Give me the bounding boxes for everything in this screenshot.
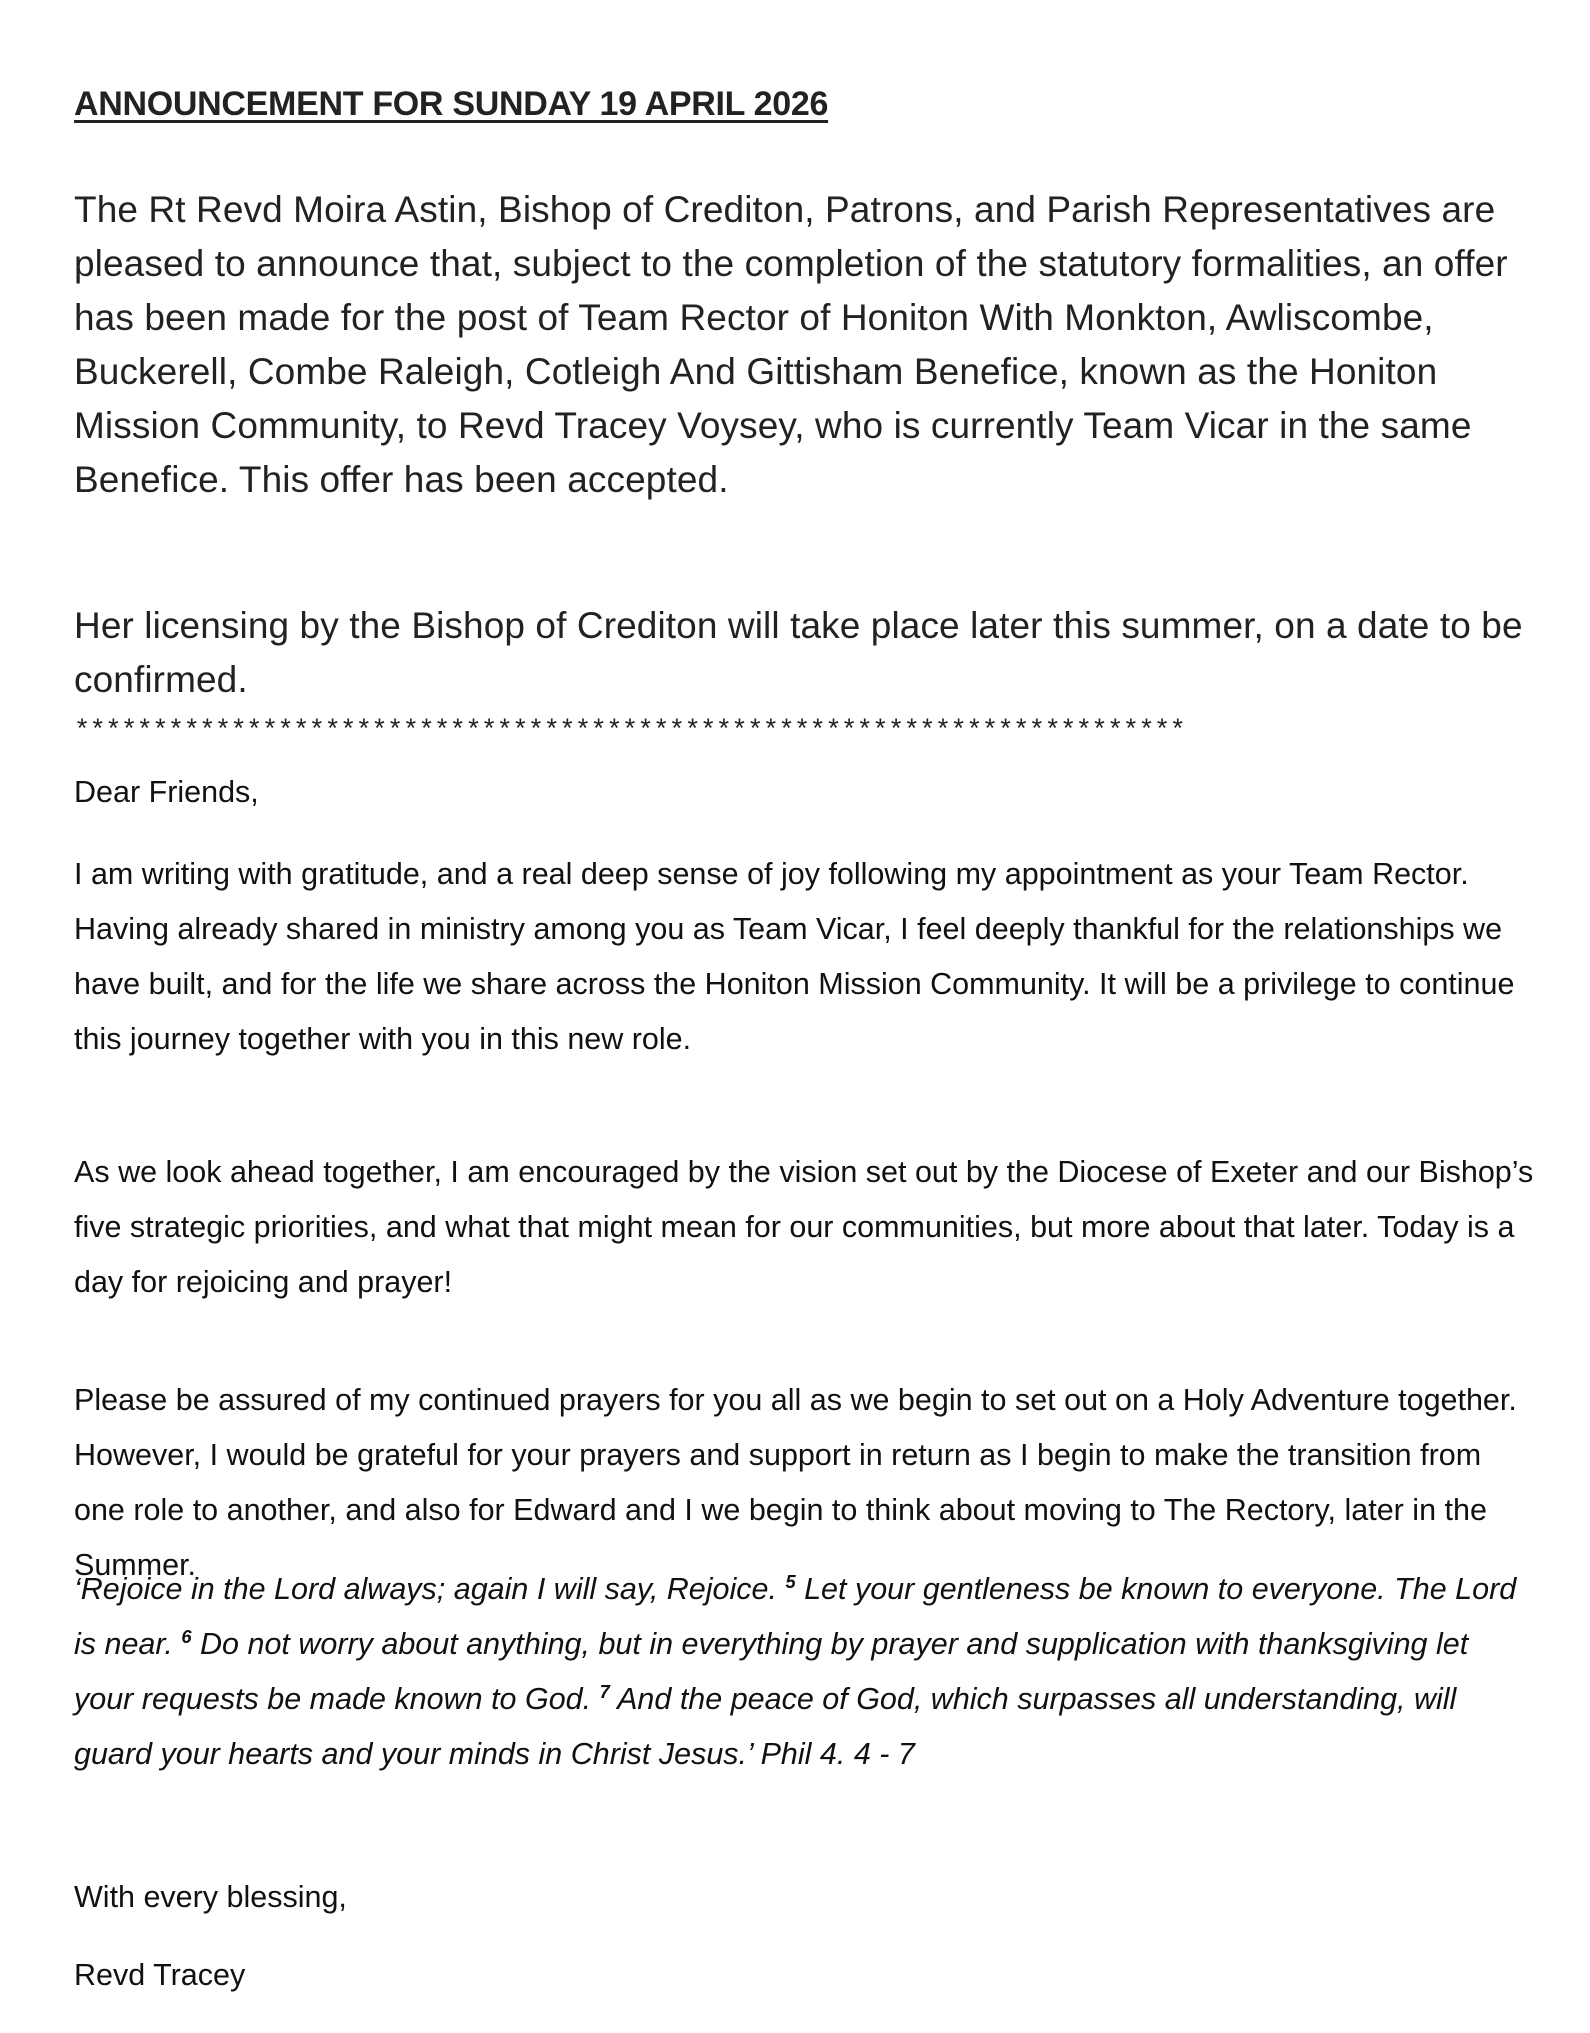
quote-text: Let your gentleness be known to everyone. The Lord is near. <box>74 1572 1517 1661</box>
letter-signature: Revd Tracey <box>74 1958 246 1992</box>
announcement-paragraph: The Rt Revd Moira Astin, Bishop of Crediton, Patrons, and Parish Representatives are pleased to announce that, subject to the completion of the statutory formalities, an offer has been made for the post of Team Rector of Honiton With Monkton, Awliscombe, Buckerell, Combe Raleigh, Cotleigh And Gittisham Benefice, known as the Honiton Mission Community, to Revd Tracey Voysey, who is currently Team Vicar in the same Benefice. This offer has been accepted. <box>74 189 1508 500</box>
verse-number: 7 <box>599 1681 610 1703</box>
letter-paragraph: As we look ahead together, I am encouraged by the vision set out by the Diocese of Exeter and our Bishop’s five strategic priorities, and what that might mean for our communities, but more about that later. Today is a day for rejoicing and prayer! <box>74 1155 1534 1299</box>
quote-text: And the peace of God, which surpasses all understanding, will guard your hearts and your minds in Christ Jesus.’ Phil 4. 4 - 7 <box>74 1682 1457 1771</box>
letter-salutation: Dear Friends, <box>74 775 259 809</box>
verse-number: 5 <box>785 1571 796 1593</box>
scripture-quote <box>74 1562 1534 1782</box>
letter-closing: With every blessing, <box>74 1880 347 1914</box>
quote-text: Do not worry about anything, but in everything by prayer and supplication with thanksgiving let your requests be made known to God. <box>74 1627 1469 1716</box>
letter-paragraph: I am writing with gratitude, and a real deep sense of joy following my appointment as your Team Rector. Having already shared in ministry among you as Team Vicar, I feel deeply thankful for the relationships we have built, and for the life we share across the Honiton Mission Community. It will be a privilege to continue this journey together with you in this new role. <box>74 857 1515 1056</box>
asterisk-separator: *********************************************************************** <box>74 717 1186 747</box>
letter-paragraph: Please be assured of my continued prayers for you all as we begin to set out on a Holy Adventure together. However, I would be grateful for your prayers and support in return as I begin to make the transition from one role to another, and also for Edward and I we begin to think about moving to The Rectory, later in the Summer. <box>74 1383 1517 1582</box>
quote-text: ‘Rejoice in the Lord always; again I will say, Rejoice. <box>74 1572 786 1606</box>
verse-number: 6 <box>181 1626 192 1648</box>
announcement-paragraph: Her licensing by the Bishop of Crediton will take place later this summer, on a date to be confirmed. <box>74 605 1523 700</box>
announcement-title: ANNOUNCEMENT FOR SUNDAY 19 APRIL 2026 <box>74 85 829 123</box>
